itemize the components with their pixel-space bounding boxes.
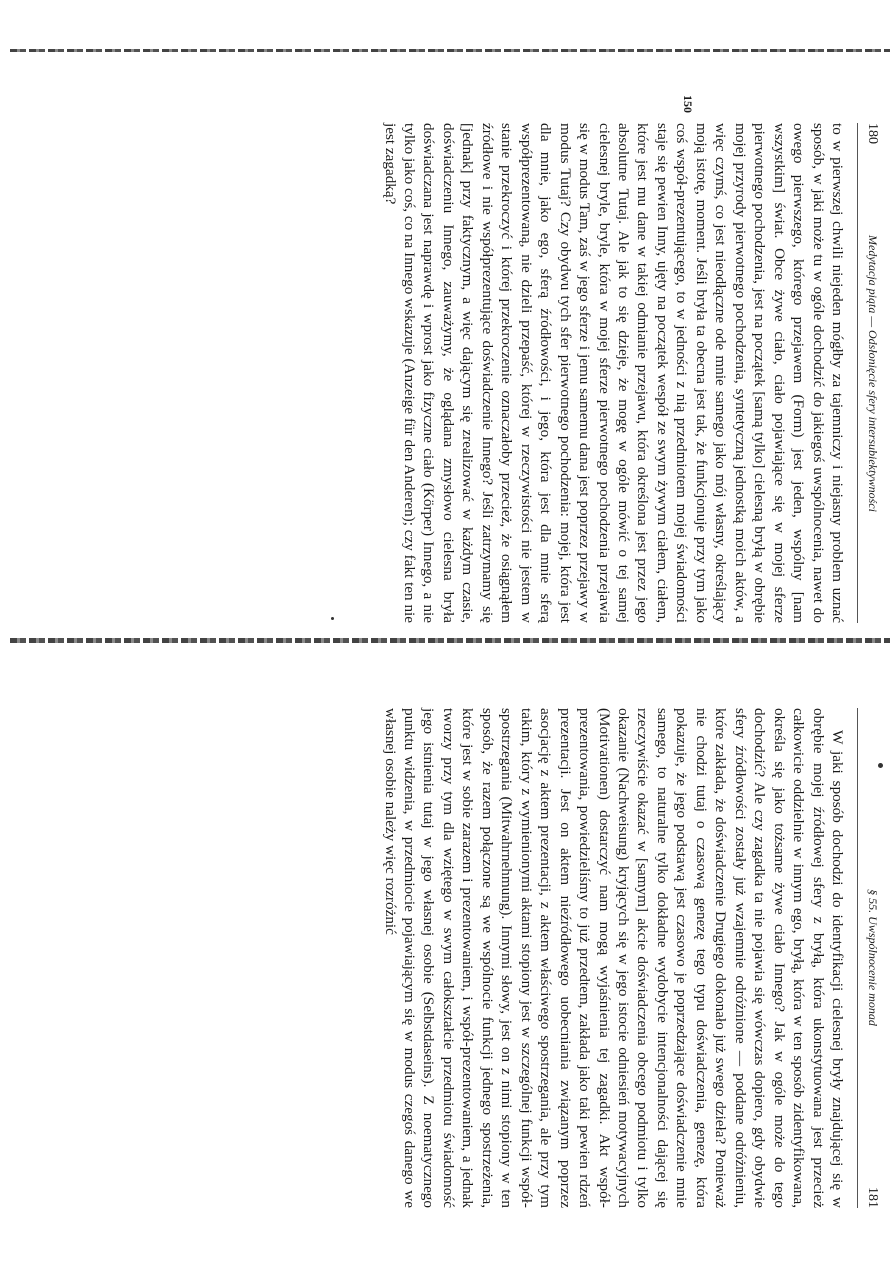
scan-speck bbox=[331, 617, 334, 620]
right-page-number: 181 bbox=[865, 1187, 880, 1208]
scan-fold-shadow-middle bbox=[10, 638, 890, 643]
right-body-text bbox=[380, 708, 847, 1208]
right-paragraph: W jaki sposób dochodzi do identyfikacji cielesnej bryły znajdującej się w obrębie mojej źródłowej sfery z bryłą, która ukonstytuowana jest przecież całkowicie oddzielnie w innym ego, bryłą, która w ten sposób zidentyfikowana, określa się jako tożsame żywe ciało Innego? Jak w ogóle może do tego dochodzić? Ale czy zagadka ta nie pojawia się wówczas dopiero, gdy obydwie sfery źródłowości zostały już wzajemnie odróżnione — poddane odróżnieniu, które zakłada, że doświadczenie Drugiego dokonało już swego dzieła? Ponieważ nie chodzi tutaj o czasową genezę tego typu doświadczenia, genezę, która pokazuje, że jego podstawą jest czasowo je poprzedzające doświadczenie mnie samego, to naturalne tylko dokładne wydobycie intencjonalności dającej się rzeczywiście okazać w [samym] akcie doświadczenia obcego podmiotu i tylko okazanie (Nachweisung) kryjących się w jego istocie odniesień motywacyjnych (Motivationen) dostarczyć nam mogą wyjaśnienia tej zagadki. Akt współ-prezentowania, powiedzieliśmy to już przedtem, zakłada jako taki pewien rdzeń prezentacji. Jest on aktem nieźródłowego uobecniania związanym poprzez asocjację z aktem prezentacji, z aktem właściwego spostrzegania, ale przy tym takim, który z wymienionymi aktami stopiony jest w szczególnej funkcji współ-spostrzegania (Mitwahrnehmung). Innymi słowy, jest on z nimi stopiony w ten sposób, że razem połączone są we wspólnocie funkcji jednego spostrzeżenia, które jest w sobie zarazem i prezentowaniem, i współ-prezentowaniem, a jednak tworzy przy tym dla wziętego w swym całokształcie przedmiotu świadomość jego istnienia tutaj w jego własnej osobie (Selbstdaseins). Z noematycznego punktu widzenia, w przedmiocie pojawiającym się w modus czegoś danego we własnej osobie należy więc rozróżnić bbox=[381, 708, 846, 1208]
right-running-head bbox=[857, 708, 880, 1208]
left-running-head bbox=[857, 123, 880, 623]
left-running-head-title: Medytacja piąta — Odsłonięcie sfery intersubiektywności bbox=[866, 235, 880, 512]
scan-speck bbox=[878, 763, 883, 768]
left-page bbox=[115, 95, 880, 623]
scan-fold-shadow-top bbox=[10, 49, 890, 52]
left-body-text bbox=[380, 95, 847, 623]
left-page-number: 180 bbox=[865, 123, 880, 144]
right-page bbox=[115, 708, 880, 1208]
right-running-head-title: § 55. Uwspólnocenie monad bbox=[866, 889, 880, 1026]
margin-page-number: 150 bbox=[681, 95, 695, 113]
left-paragraph: to w pierwszej chwili niejeden mógłby za tajemniczy i niejasny problem uznać sposób, w jaki może tu w ogóle dochodzić do jakiegoś uwspólnocenia, nawet do owego pierwszego, którego przejawem (Form) jest jeden, wspólny [nam wszystkim] świat. Obce żywe ciało, ciało pojawiające się w mojej sferze pierwotnego pochodzenia, jest na początek [samą tylko] cielesną bryłą w obrębie mojej przyrody pierwotnego pochodzenia, syntetyczną jednostką moich aktów, a więc czymś, co jest nieodłączne ode mnie samego jako mój własny, określający moją istotę, moment. Jeśli bryła ta obecna jest tak, że funkcjonuje przy tym jako coś współ-prezentującego, to w jedności z nią przedmiotem mojej świadomości staje się pewien Inny, ujęty na początek wespół ze swym żywym ciałem, ciałem, które jest mu dane w takiej odmianie przejawu, która określona jest przez jego absolutne Tutaj. Ale jak to się dzieje, że mogę w ogóle mówić o tej samej cielesnej bryle, bryle, która w mojej sferze pierwotnego pochodzenia przejawia się w modus Tam, zaś w jego sferze i jemu samemu dana jest poprzez przejawy w modus Tutaj? Czy obydwu tych sfer pierwotnego pochodzenia: mojej, która jest dla mnie, jako ego, sferą źródłowości, i jego, która jest dla mnie sferą współprezentowaną, nie dzieli przepaść, której w rzeczywistości nie jestem w stanie przekroczyć i której przekroczenie oznaczałoby przecież, że osiągnąłem źródłowe i nie współprezentujące doświadczenie Innego? Jeśli zatrzymamy się [jednak] przy faktycznym, a więc dającym się zrealizować w każdym czasie, doświadczeniu Innego, zauważymy, że oglądana zmysłowo cielesna bryła doświadczana jest naprawdę i wprost jako fizyczne ciało (Körper) Innego, a nie tylko jako coś, co na Innego wskazuje (Anzeige für den Anderen); czy fakt ten nie jest zagadką? bbox=[381, 123, 846, 623]
